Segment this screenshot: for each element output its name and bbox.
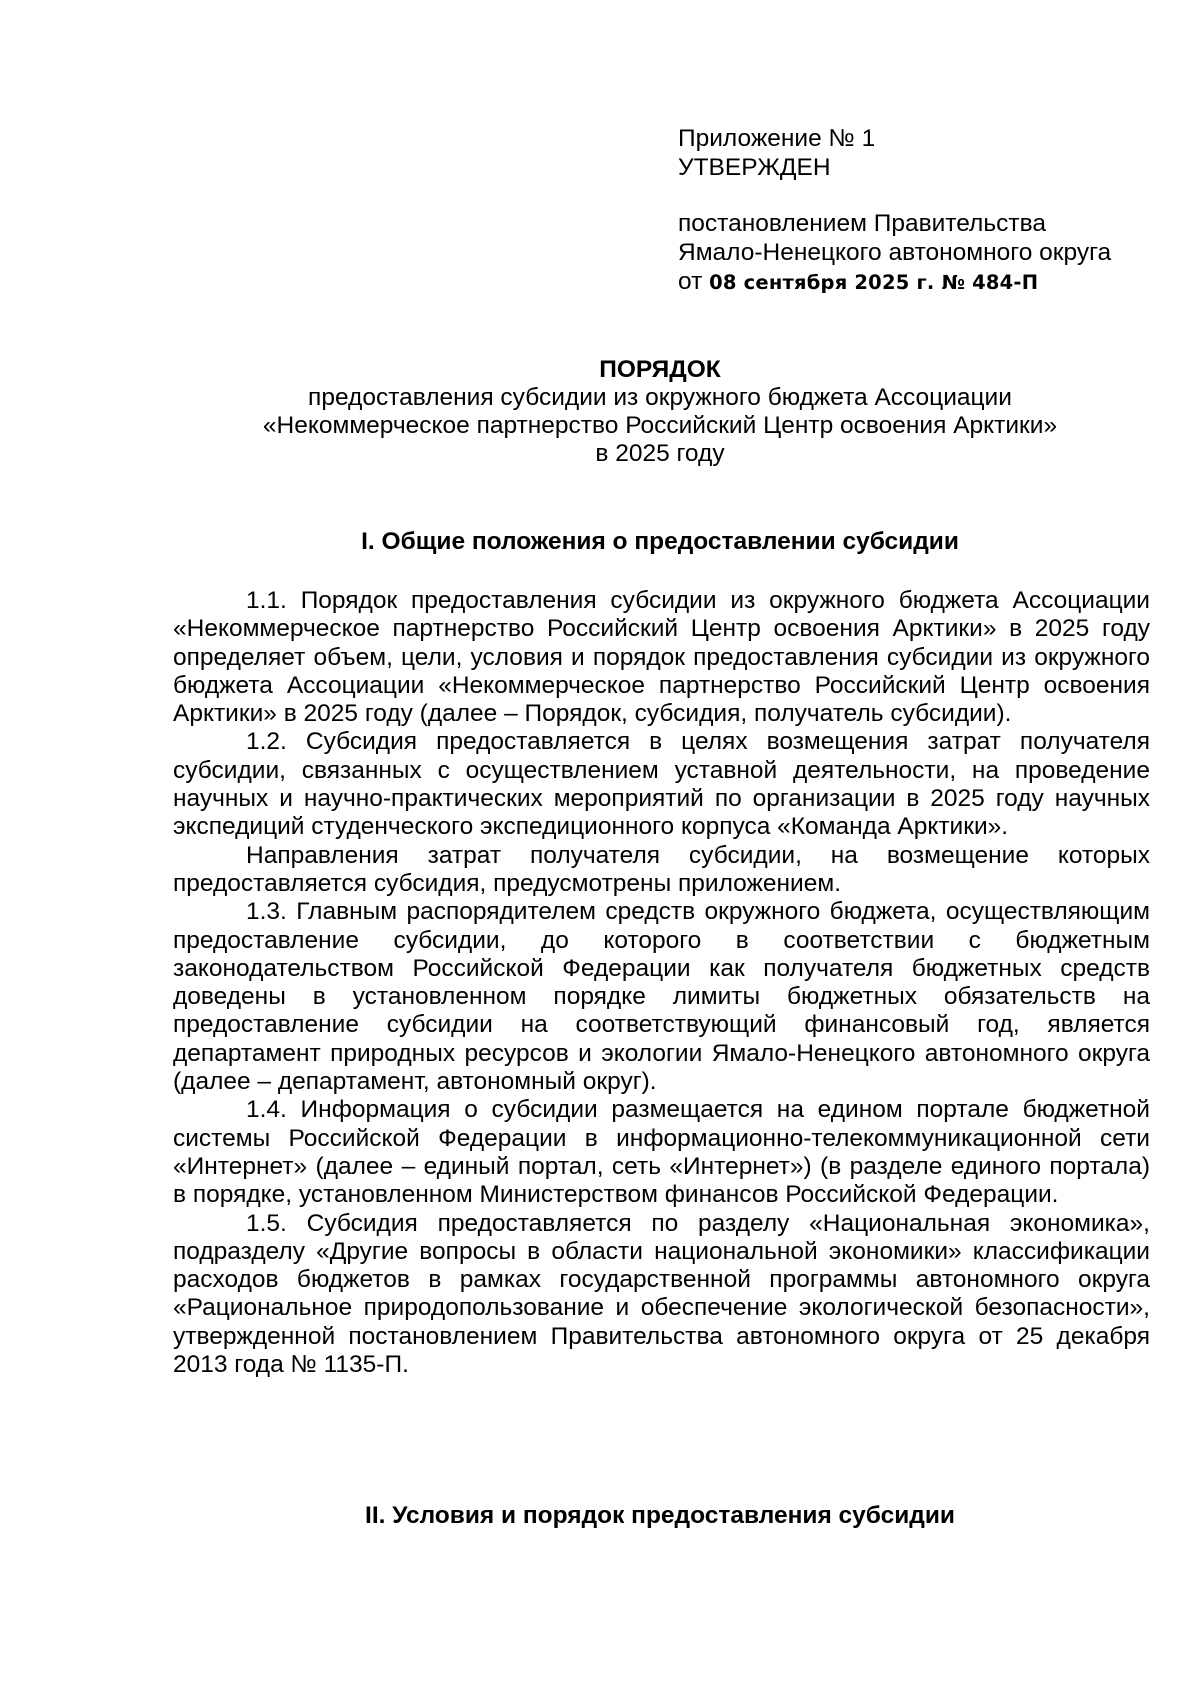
section-2-heading: II. Условия и порядок предоставления субсидии: [365, 1502, 955, 1529]
date-prefix: от: [678, 268, 703, 295]
title-line-2: «Некоммерческое партнерство Российский Центр освоения Арктики»: [262, 412, 1058, 439]
paragraph-1-5: 1.5. Субсидия предоставляется по разделу «Национальная экономика», подразделу «Другие вопросы в области национальной экономики» классификации расходов бюджетов в рамках государственной программы автономного округа «Рациональное природопользование и обеспечение экологической безопасности», утвержденной постановлением Правительства автономного округа от 25 декабря 2013 года № 1135-П.: [173, 1209, 1150, 1379]
paragraph-1-1: 1.1. Порядок предоставления субсидии из окружного бюджета Ассоциации «Некоммерческое партнерство Российский Центр освоения Арктики» в 2025 году определяет объем, цели, условия и порядок предоставления субсидии из окружного бюджета Ассоциации «Некоммерческое партнерство Российский Центр освоения Арктики» в 2025 году (далее – Порядок, субсидия, получатель субсидии).: [173, 587, 1150, 728]
resolution-date: [678, 267, 1178, 297]
resolution-label: постановлением Правительства: [678, 210, 1046, 237]
spacer: [678, 182, 1178, 209]
section-1-body: [173, 587, 1150, 1379]
document-title: [100, 356, 1200, 468]
section-1-heading: I. Общие положения о предоставлении субсидии: [361, 528, 959, 555]
issuer-label: Ямало-Ненецкого автономного округа: [678, 239, 1112, 266]
approved-label: УТВЕРЖДЕН: [678, 154, 831, 181]
paragraph-1-3: 1.3. Главным распорядителем средств окружного бюджета, осуществляющим предоставление субсидии, до которого в соответствии с бюджетным законодательством Российской Федерации как получателя бюджетных средств доведены в установленном порядке лимиты бюджетных обязательств на предоставление субсидии на соответствующий финансовый год, является департамент природных ресурсов и экологии Ямало-Ненецкого автономного округа (далее – департамент, автономный округ).: [173, 898, 1150, 1096]
appendix-label: Приложение № 1: [678, 125, 876, 152]
document-kind: ПОРЯДОК: [599, 356, 721, 383]
title-line-3: в 2025 году: [595, 440, 725, 467]
paragraph-1-4: 1.4. Информация о субсидии размещается на едином портале бюджетной системы Российской Федерации в информационно-телекоммуникационной сети «Интернет» (далее – единый портал, сеть «Интернет») (в разделе единого портала) в порядке, установленном Министерством финансов Российской Федерации.: [173, 1096, 1150, 1209]
title-line-1: предоставления субсидии из окружного бюджета Ассоциации: [308, 384, 1012, 411]
paragraph-1-2-directions: Направления затрат получателя субсидии, на возмещение которых предоставляется субсидия, предусмотрены приложением.: [173, 841, 1150, 897]
approval-stamp-block: [678, 124, 1178, 297]
paragraph-1-2: 1.2. Субсидия предоставляется в целях возмещения затрат получателя субсидии, связанных с осуществлением уставной деятельности, на проведение научных и научно-практических мероприятий по организации в 2025 году научных экспедиций студенческого экспедиционного корпуса «Команда Арктики».: [173, 728, 1150, 841]
date-and-number: 08 сентября 2025 г. № 484-П: [709, 271, 1039, 294]
